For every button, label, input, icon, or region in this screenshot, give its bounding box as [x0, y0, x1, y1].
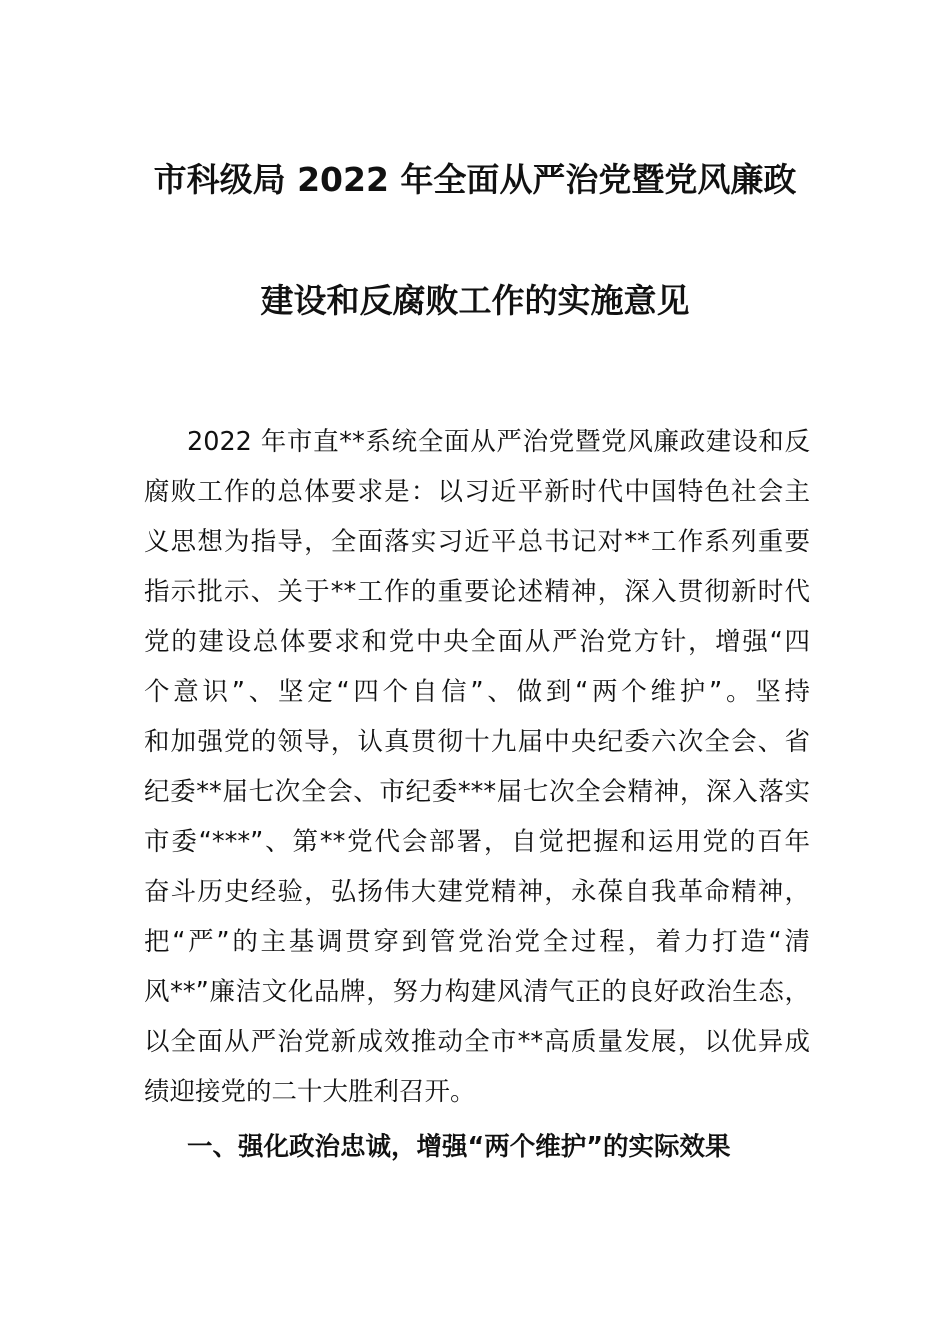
body-line-10: 奋斗历史经验，弘扬伟大建党精神，永葆自我革命精神，	[144, 877, 810, 907]
body-line-2: 腐败工作的总体要求是：以习近平新时代中国特色社会主	[144, 477, 810, 507]
body-line-4: 指示批示、关于**工作的重要论述精神，深入贯彻新时代	[144, 577, 810, 607]
body-line-9: 市委“***”、第**党代会部署，自觉把握和运用党的百年	[144, 827, 810, 857]
body-line-11: 把“严”的主基调贯穿到管党治党全过程，着力打造“清	[144, 927, 810, 957]
body-line-1: 2022 年市直**系统全面从严治党暨党风廉政建设和反	[187, 427, 810, 457]
body-line-13: 以全面从严治党新成效推动全市**高质量发展，以优异成	[144, 1027, 810, 1057]
body-line-12: 风**”廉洁文化品牌，努力构建风清气正的良好政治生态，	[144, 977, 810, 1007]
section-heading-1: 一、强化政治忠诚，增强“两个维护”的实际效果	[187, 1132, 731, 1162]
body-line-6: 个意识”、坚定“四个自信”、做到“两个维护”。坚持	[144, 677, 810, 707]
document-title-line-2: 建设和反腐败工作的实施意见	[260, 281, 690, 320]
body-line-7: 和加强党的领导，认真贯彻十九届中央纪委六次全会、省	[144, 727, 810, 757]
body-line-14: 绩迎接党的二十大胜利召开。	[144, 1077, 476, 1107]
body-line-5: 党的建设总体要求和党中央全面从严治党方针，增强“四	[144, 627, 810, 657]
body-line-8: 纪委**届七次全会、市纪委***届七次全会精神，深入落实	[144, 777, 810, 807]
document-title-line-1: 市科级局 2022 年全面从严治党暨党风廉政	[153, 160, 797, 199]
body-line-3: 义思想为指导，全面落实习近平总书记对**工作系列重要	[144, 527, 810, 557]
